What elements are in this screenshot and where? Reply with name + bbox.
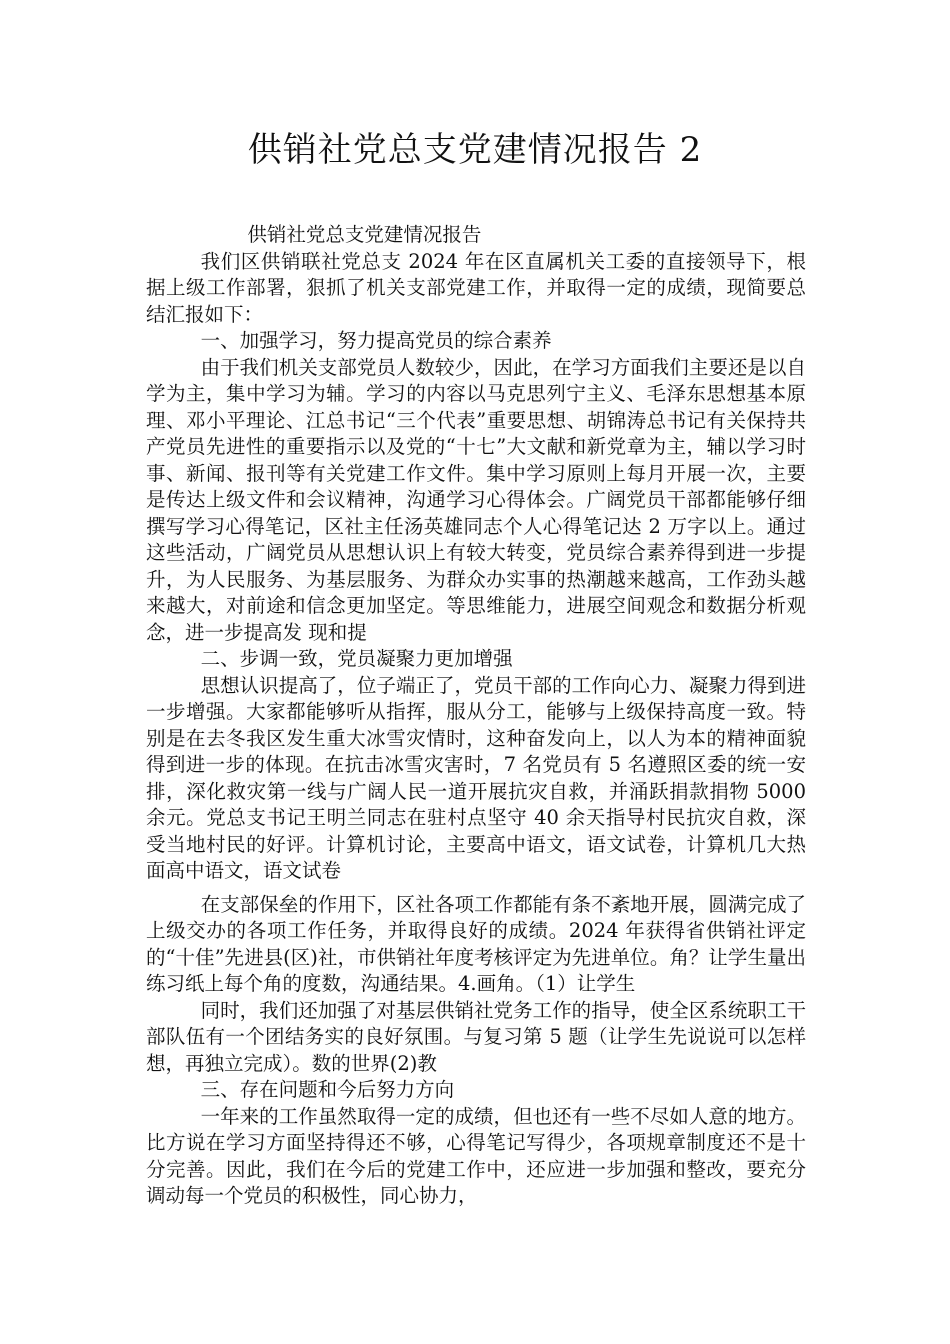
paragraph-guidance: 同时，我们还加强了对基层供销社党务工作的指导，使全区系统职工干部队伍有一个团结务实的良好氛围。与复习第 5 题（让学生先说说可以怎样想，再独立完成）。数的世界(2)教 [146, 998, 806, 1075]
paragraph-problems: 一年来的工作虽然取得一定的成绩，但也还有一些不尽如人意的地方。比方说在学习方面坚持得还不够，心得笔记写得少，各项规章制度还不是十分完善。因此，我们在今后的党建工作中，还应进一步加强和整改，要充分调动每一个党员的积极性，同心协力， [146, 1104, 806, 1207]
section-heading-2: 二、步调一致，党员凝聚力更加增强 [200, 647, 513, 670]
paragraph-intro: 我们区供销联社党总支 2024 年在区直属机关工委的直接领导下，根据上级工作部署，狠抓了机关支部党建工作，并取得一定的成绩，现简要总结汇报如下： [146, 249, 806, 326]
section-heading-3: 三、存在问题和今后努力方向 [200, 1078, 455, 1101]
paragraph-cohesion: 思想认识提高了，位子端正了，党员干部的工作向心力、凝聚力得到进一步增强。大家都能够听从指挥，服从分工，能够与上级保持高度一致。特别是在去冬我区发生重大冰雪灾情时，这种奋发向上，以人为本的精神面貌得到进一步的体现。在抗击冰雪灾害时，7 名党员有 5 名遵照区委的统一安排，深化救灾第一线与广阔人民一道开展抗灾自救，并涌跃捐款捐物 5000 余元。党总支书记王明兰同志在驻村点坚守 40 余天指导村民抗灾自救，深受当地村民的好评。计算机讨论，主要高中语文，语文试卷，计算机几大热面高中语文，语文试卷 [146, 673, 806, 882]
document-title: 供销社党总支党建情况报告 2 [247, 130, 703, 170]
section-heading-1: 一、加强学习，努力提高党员的综合素养 [200, 329, 552, 352]
paragraph-achievements: 在支部保垒的作用下，区社各项工作都能有条不紊地开展，圆满完成了上级交办的各项工作任务，并取得良好的成绩。2024 年获得省供销社评定的“十佳”先进县(区)社，市供销社年度考核评定为先进单位。角？让学生量出练习纸上每个角的度数，沟通结果。4.画角。（1）让学生 [146, 892, 806, 995]
paragraph-study: 由于我们机关支部党员人数较少，因此，在学习方面我们主要还是以自学为主，集中学习为辅。学习的内容以马克思列宁主义、毛泽东思想基本原理、邓小平理论、江总书记“三个代表”重要思想、胡锦涛总书记有关保持共产党员先进性的重要指示以及党的“十七”大文献和新党章为主，辅以学习时事、新闻、报刊等有关党建工作文件。集中学习原则上每月开展一次，主要是传达上级文件和会议精神，沟通学习心得体会。广阔党员干部都能够仔细撰写学习心得笔记，区社主任汤英雄同志个人心得笔记达 2 万字以上。通过这些活动，广阔党员从思想认识上有较大转变，党员综合素养得到进一步提升，为人民服务、为基层服务、为群众办实事的热潮越来越高，工作劲头越来越大，对前途和信念更加坚定。等思维能力，进展空间观念和数据分析观念，进一步提高发 现和提 [146, 355, 806, 644]
document-body [146, 222, 806, 1210]
document-subtitle: 供销社党总支党建情况报告 [247, 223, 482, 246]
